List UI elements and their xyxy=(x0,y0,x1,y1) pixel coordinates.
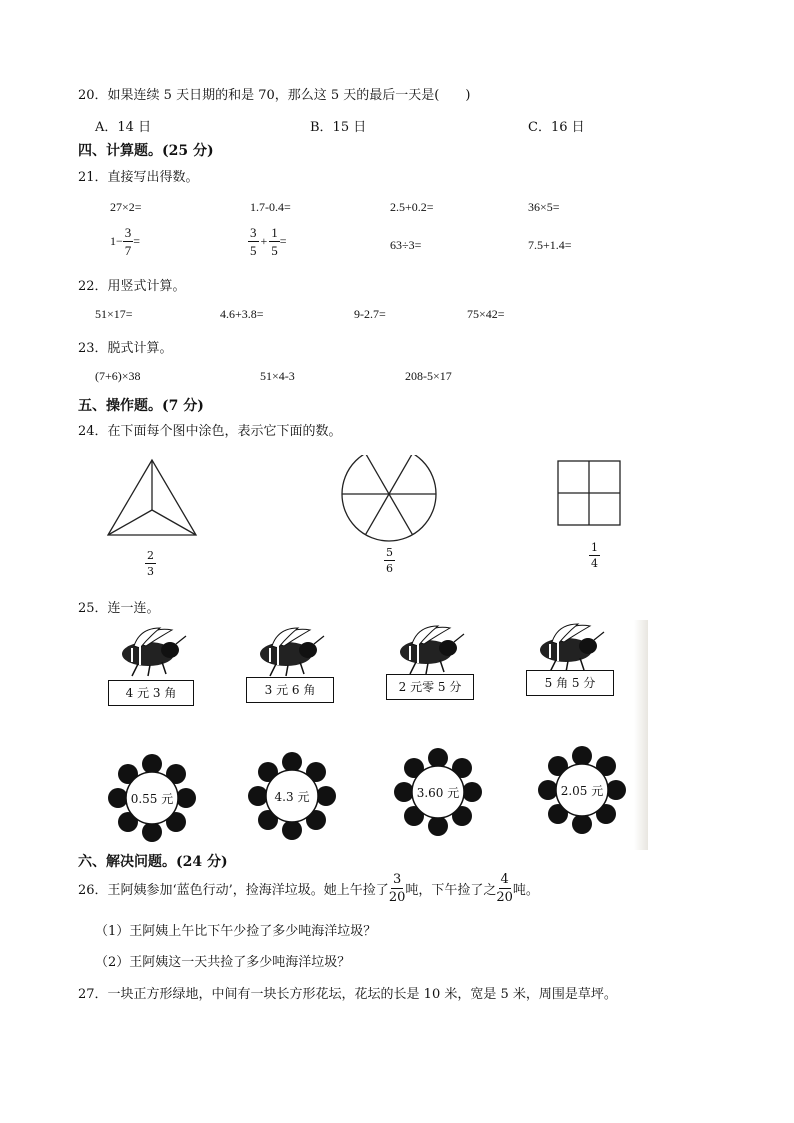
q23-item: (7+6)×38 xyxy=(95,369,141,383)
q20-option-a: A．14 日 xyxy=(95,120,152,135)
section-6-title: 六、解决问题。(24 分) xyxy=(78,854,228,870)
q20-text: 20．如果连续 5 天日期的和是 70，那么这 5 天的最后一天是( ) xyxy=(78,88,471,103)
q24-text: 24．在下面每个图中涂色，表示它下面的数。 xyxy=(78,424,342,439)
q24-figures xyxy=(100,455,660,545)
q22-text: 22．用竖式计算。 xyxy=(78,279,186,294)
section-4-title: 四、计算题。(25 分) xyxy=(78,143,214,159)
q21-item: 63÷3= xyxy=(390,238,422,252)
fraction-label: $\frac{2}{3}$ xyxy=(147,549,154,578)
q22-item: 75×42= xyxy=(467,307,505,321)
q22-item: 9-2.7= xyxy=(354,307,386,321)
q21-item: 1.7-0.4= xyxy=(250,200,291,214)
q21-item: 2.5+0.2= xyxy=(390,200,434,214)
q26-text: 26．王阿姨参加‘蓝色行动’，捡海洋垃圾。她上午捡了 $\frac{3}{20}$ 吨，下午捡了之 $\frac{4}{20}$ 吨。 xyxy=(78,872,539,905)
q21-item-fraction-add: $\frac{3}{5}$ + $\frac{1}{5}$ = xyxy=(250,225,287,258)
bee-label-box: 5 角 5 分 xyxy=(526,670,614,696)
section-5-title: 五、操作题。(7 分) xyxy=(78,398,204,414)
q23-text: 23．脱式计算。 xyxy=(78,341,173,356)
q23-item: 51×4-3 xyxy=(260,369,295,383)
bee-icon xyxy=(110,626,192,678)
flower-label: 4.3 元 xyxy=(274,790,310,804)
q26-sub-question: （1）王阿姨上午比下午少捡了多少吨海洋垃圾？ xyxy=(95,924,377,939)
q21-item-fraction-subtract: 1− $\frac{3}{7}$ = xyxy=(110,225,141,258)
bee-label-box: 3 元 6 角 xyxy=(246,677,334,703)
q20-option-b: B．15 日 xyxy=(310,120,367,135)
fraction-label: $\frac{5}{6}$ xyxy=(386,546,393,575)
q21-item: 7.5+1.4= xyxy=(528,238,572,252)
bee-icon xyxy=(248,626,330,678)
q21-item: 27×2= xyxy=(110,200,142,214)
q21-text: 21．直接写出得数。 xyxy=(78,170,199,185)
matching-panel xyxy=(96,620,648,850)
q23-item: 208-5×17 xyxy=(405,369,452,383)
bee-icon xyxy=(528,622,610,674)
square-figure xyxy=(558,461,620,525)
flower-label: 2.05 元 xyxy=(560,784,604,798)
fraction-label: $\frac{1}{4}$ xyxy=(591,541,598,570)
flower-label: 0.55 元 xyxy=(130,792,174,806)
q20-option-c: C．16 日 xyxy=(528,120,585,135)
bee-label-box: 2 元零 5 分 xyxy=(386,674,474,700)
q21-item: 36×5= xyxy=(528,200,560,214)
q22-item: 4.6+3.8= xyxy=(220,307,264,321)
flower-label: 3.60 元 xyxy=(416,786,460,800)
bee-icon xyxy=(388,624,470,676)
bee-label-box: 4 元 3 角 xyxy=(108,680,194,706)
circle-figure xyxy=(342,455,436,541)
q22-item: 51×17= xyxy=(95,307,133,321)
q27-text: 27．一块正方形绿地，中间有一块长方形花坛，花坛的长是 10 米，宽是 5 米，周围是草坪。 xyxy=(78,987,617,1002)
triangle-figure xyxy=(108,460,196,535)
q26-sub-question: （2）王阿姨这一天共捡了多少吨海洋垃圾？ xyxy=(95,955,351,970)
q25-text: 25．连一连。 xyxy=(78,601,160,616)
